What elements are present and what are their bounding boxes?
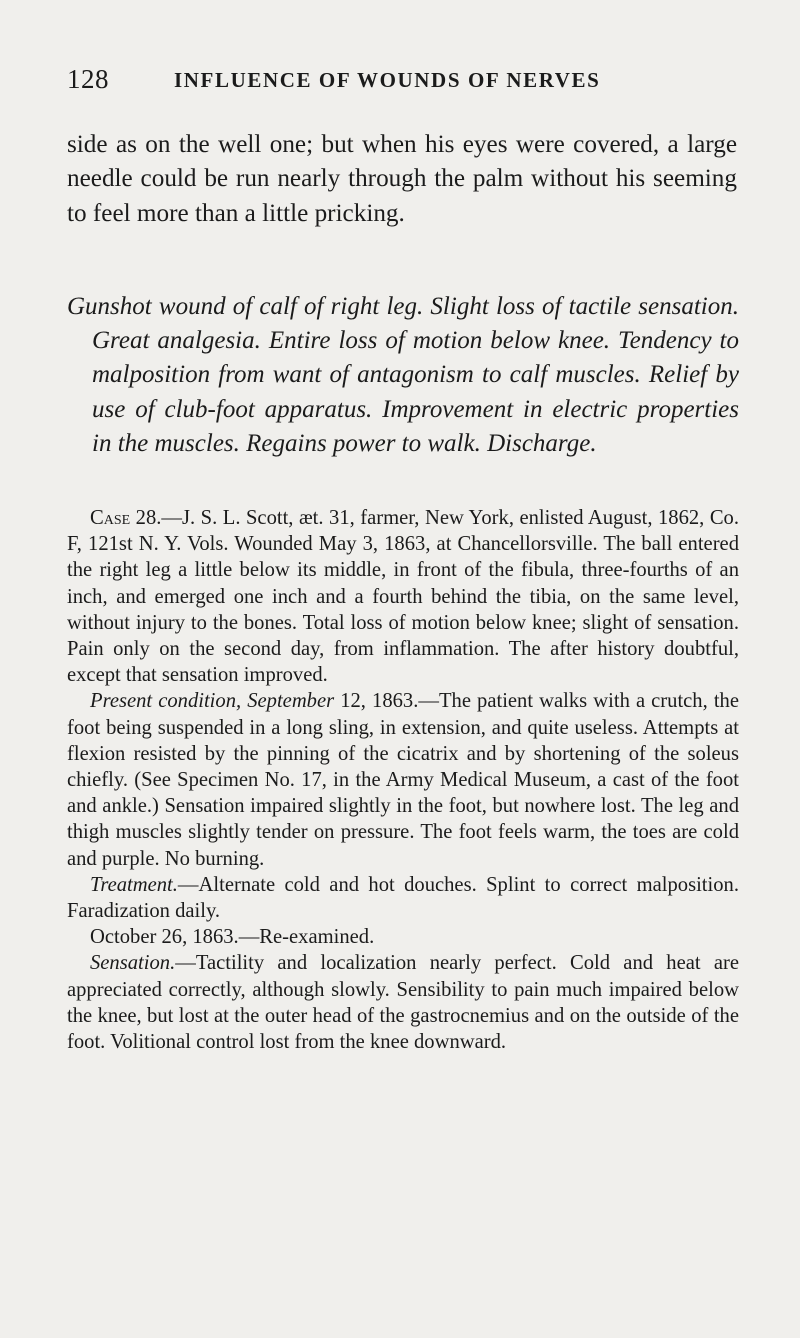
page-header (67, 64, 747, 100)
case-body (67, 505, 739, 1055)
treatment-paragraph (67, 872, 739, 924)
treatment-text: —Alternate cold and hot douches. Splint to correct malposition. Faradization daily. (67, 873, 739, 923)
continuation-paragraph: side as on the well one; but when his eyes were covered, a large needle could be run nearly through the palm without his seeming to feel more than a little pricking. (67, 131, 737, 227)
page-number: 128 (67, 64, 109, 94)
present-condition-label: Present condition, September (90, 690, 335, 713)
case-label: Case 28. (90, 507, 162, 529)
sensation-paragraph (67, 950, 739, 1055)
case-paragraph (67, 505, 739, 688)
case-text: —J. S. L. Scott, æt. 31, farmer, New York, enlisted August, 1862, Co. F, 121st N. Y. Vols. Wounded May 3, 1863, at Chancellorsville. The ball entered the right leg a little below its middle, in front of the fibula, three-fourths of an inch, and emerged one inch and a fourth behind the tibia, on the same level, without injury to the bones. Total loss of motion below knee; slight of sensation. Pain only on the second day, from inflammation. The after history doubtful, except that sensation improved. (67, 507, 739, 687)
present-condition-paragraph (67, 688, 739, 871)
present-condition-text: 12, 1863.—The patient walks with a crutch, the foot being suspended in a long sling, in extension, and quite useless. Attempts at flexion resisted by the pinning of the cicatrix and by shortening of the soleus chiefly. (See Specimen No. 17, in the Army Medical Museum, a cast of the foot and ankle.) Sensation impaired slightly in the foot, but nowhere lost. The leg and thigh muscles slightly tender on pressure. The foot feels warm, the toes are cold and purple. No burning. (67, 690, 739, 870)
treatment-label: Treatment. (90, 873, 178, 896)
sensation-text: —Tactility and localization nearly perfect. Cold and heat are appreciated correctly, although slowly. Sensibility to pain much impaired below the knee, but lost at the outer head of the gastrocnemius and on the outside of the foot. Volitional control lost from the knee downward. (67, 952, 739, 1054)
sensation-label: Sensation. (90, 952, 176, 975)
reexamination-paragraph: October 26, 1863.—Re-examined. (90, 926, 375, 949)
case-summary: Gunshot wound of calf of right leg. Slight loss of tactile sensation. Great analgesia. Entire loss of motion below knee. Tendency to malposition from want of antagonism to calf muscles. Relief by use of club-foot apparatus. Improvement in electric properties in the muscles. Regains power to walk. Discharge. (67, 293, 739, 457)
running-head: INFLUENCE OF WOUNDS OF NERVES (174, 68, 601, 92)
